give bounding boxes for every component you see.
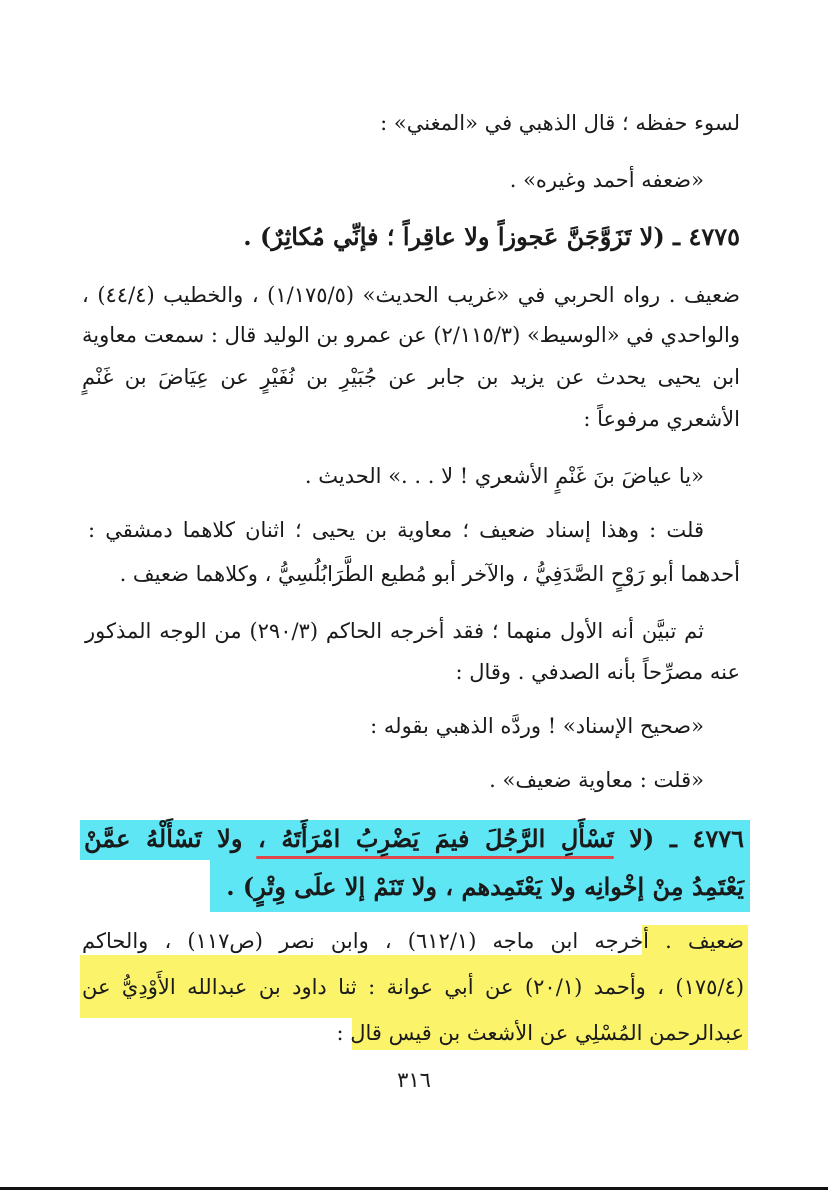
text-line-9: قلت : وهذا إسناد ضعيف ؛ معاوية بن يحيى ؛ اثنان كلاهما دمشقي : [88, 518, 704, 542]
text-line-12: عنه مصرِّحاً بأنه الصدفي . وقال : [455, 660, 740, 684]
text-line-8: «يا عياضَ بنَ غَنْمٍ الأشعري ! لا . . .» الحديث . [304, 464, 704, 488]
text-line-7: الأشعري مرفوعاً : [583, 407, 740, 431]
text-line-1: لسوء حفظه ؛ قال الذهبي في «المغني» : [380, 111, 740, 135]
text-line-4: ضعيف . رواه الحربي في «غريب الحديث» (١/١٧٥/٥) ، والخطيب (٤٤/٤) ، [82, 283, 740, 307]
hadith-4776-heading-line2: يَعْتَمِدُ مِنْ إخْوانِه ولا يَعْتَمِدهم ، ولا تَنَمْ إلا علَى وِتْرٍ) . [226, 872, 744, 901]
text-line-11: ثم تبيَّن أنه الأول منهما ؛ فقد أخرجه الحاكم (٢٩٠/٣) من الوجه المذكور [85, 619, 704, 643]
red-underline-mark [256, 856, 614, 859]
text-line-6: ابن يحيى يحدث عن يزيد بن جابر عن جُبَيْرِ بن نُفَيْرٍ عن عِيَاضَ بن غَنْمٍ [82, 365, 740, 389]
hadith-4776-heading-line1: ٤٧٧٦ ـ (لا تَسْأَلِ الرَّجُلَ فيمَ يَضْرِبُ امْرَأَتَهُ ، ولا تَسْأَلْهُ عمَّنْ [84, 824, 744, 853]
text-line-2: «ضعفه أحمد وغيره» . [509, 168, 704, 192]
takhrij-line-2: (١٧٥/٤) ، وأحمد (٢٠/١) عن أبي عوانة : ثنا داود بن عبدالله الأَوْدِيُّ عن [82, 975, 745, 999]
takhrij-line-3: عبدالرحمن المُسْلِي عن الأشعث بن قيس قال : [336, 1021, 744, 1045]
hadith-4775-heading: ٤٧٧٥ ـ (لا تَزَوَّجَنَّ عَجوزاً ولا عاقِراً ؛ فإنِّي مُكاثِرٌ) . [243, 222, 740, 251]
text-line-10: أحدهما أبو رَوْحٍ الصَّدَفِيُّ ، والآخر أبو مُطيع الطَّرَابُلُسِيُّ ، وكلاهما ضعيف . [119, 562, 740, 586]
page-number: ٣١٦ [397, 1068, 431, 1092]
text-line-13: «صحيح الإسناد» ! وردَّه الذهبي بقوله : [370, 714, 704, 738]
text-line-14: «قلت : معاوية ضعيف» . [489, 768, 704, 792]
takhrij-line-1: ضعيف . أخرجه ابن ماجه (٦١٢/١) ، وابن نصر (ص١١٧) ، والحاكم [82, 929, 745, 953]
text-line-5: والواحدي في «الوسيط» (٢/١١٥/٣) عن عمرو بن الوليد قال : سمعت معاوية [82, 323, 741, 347]
